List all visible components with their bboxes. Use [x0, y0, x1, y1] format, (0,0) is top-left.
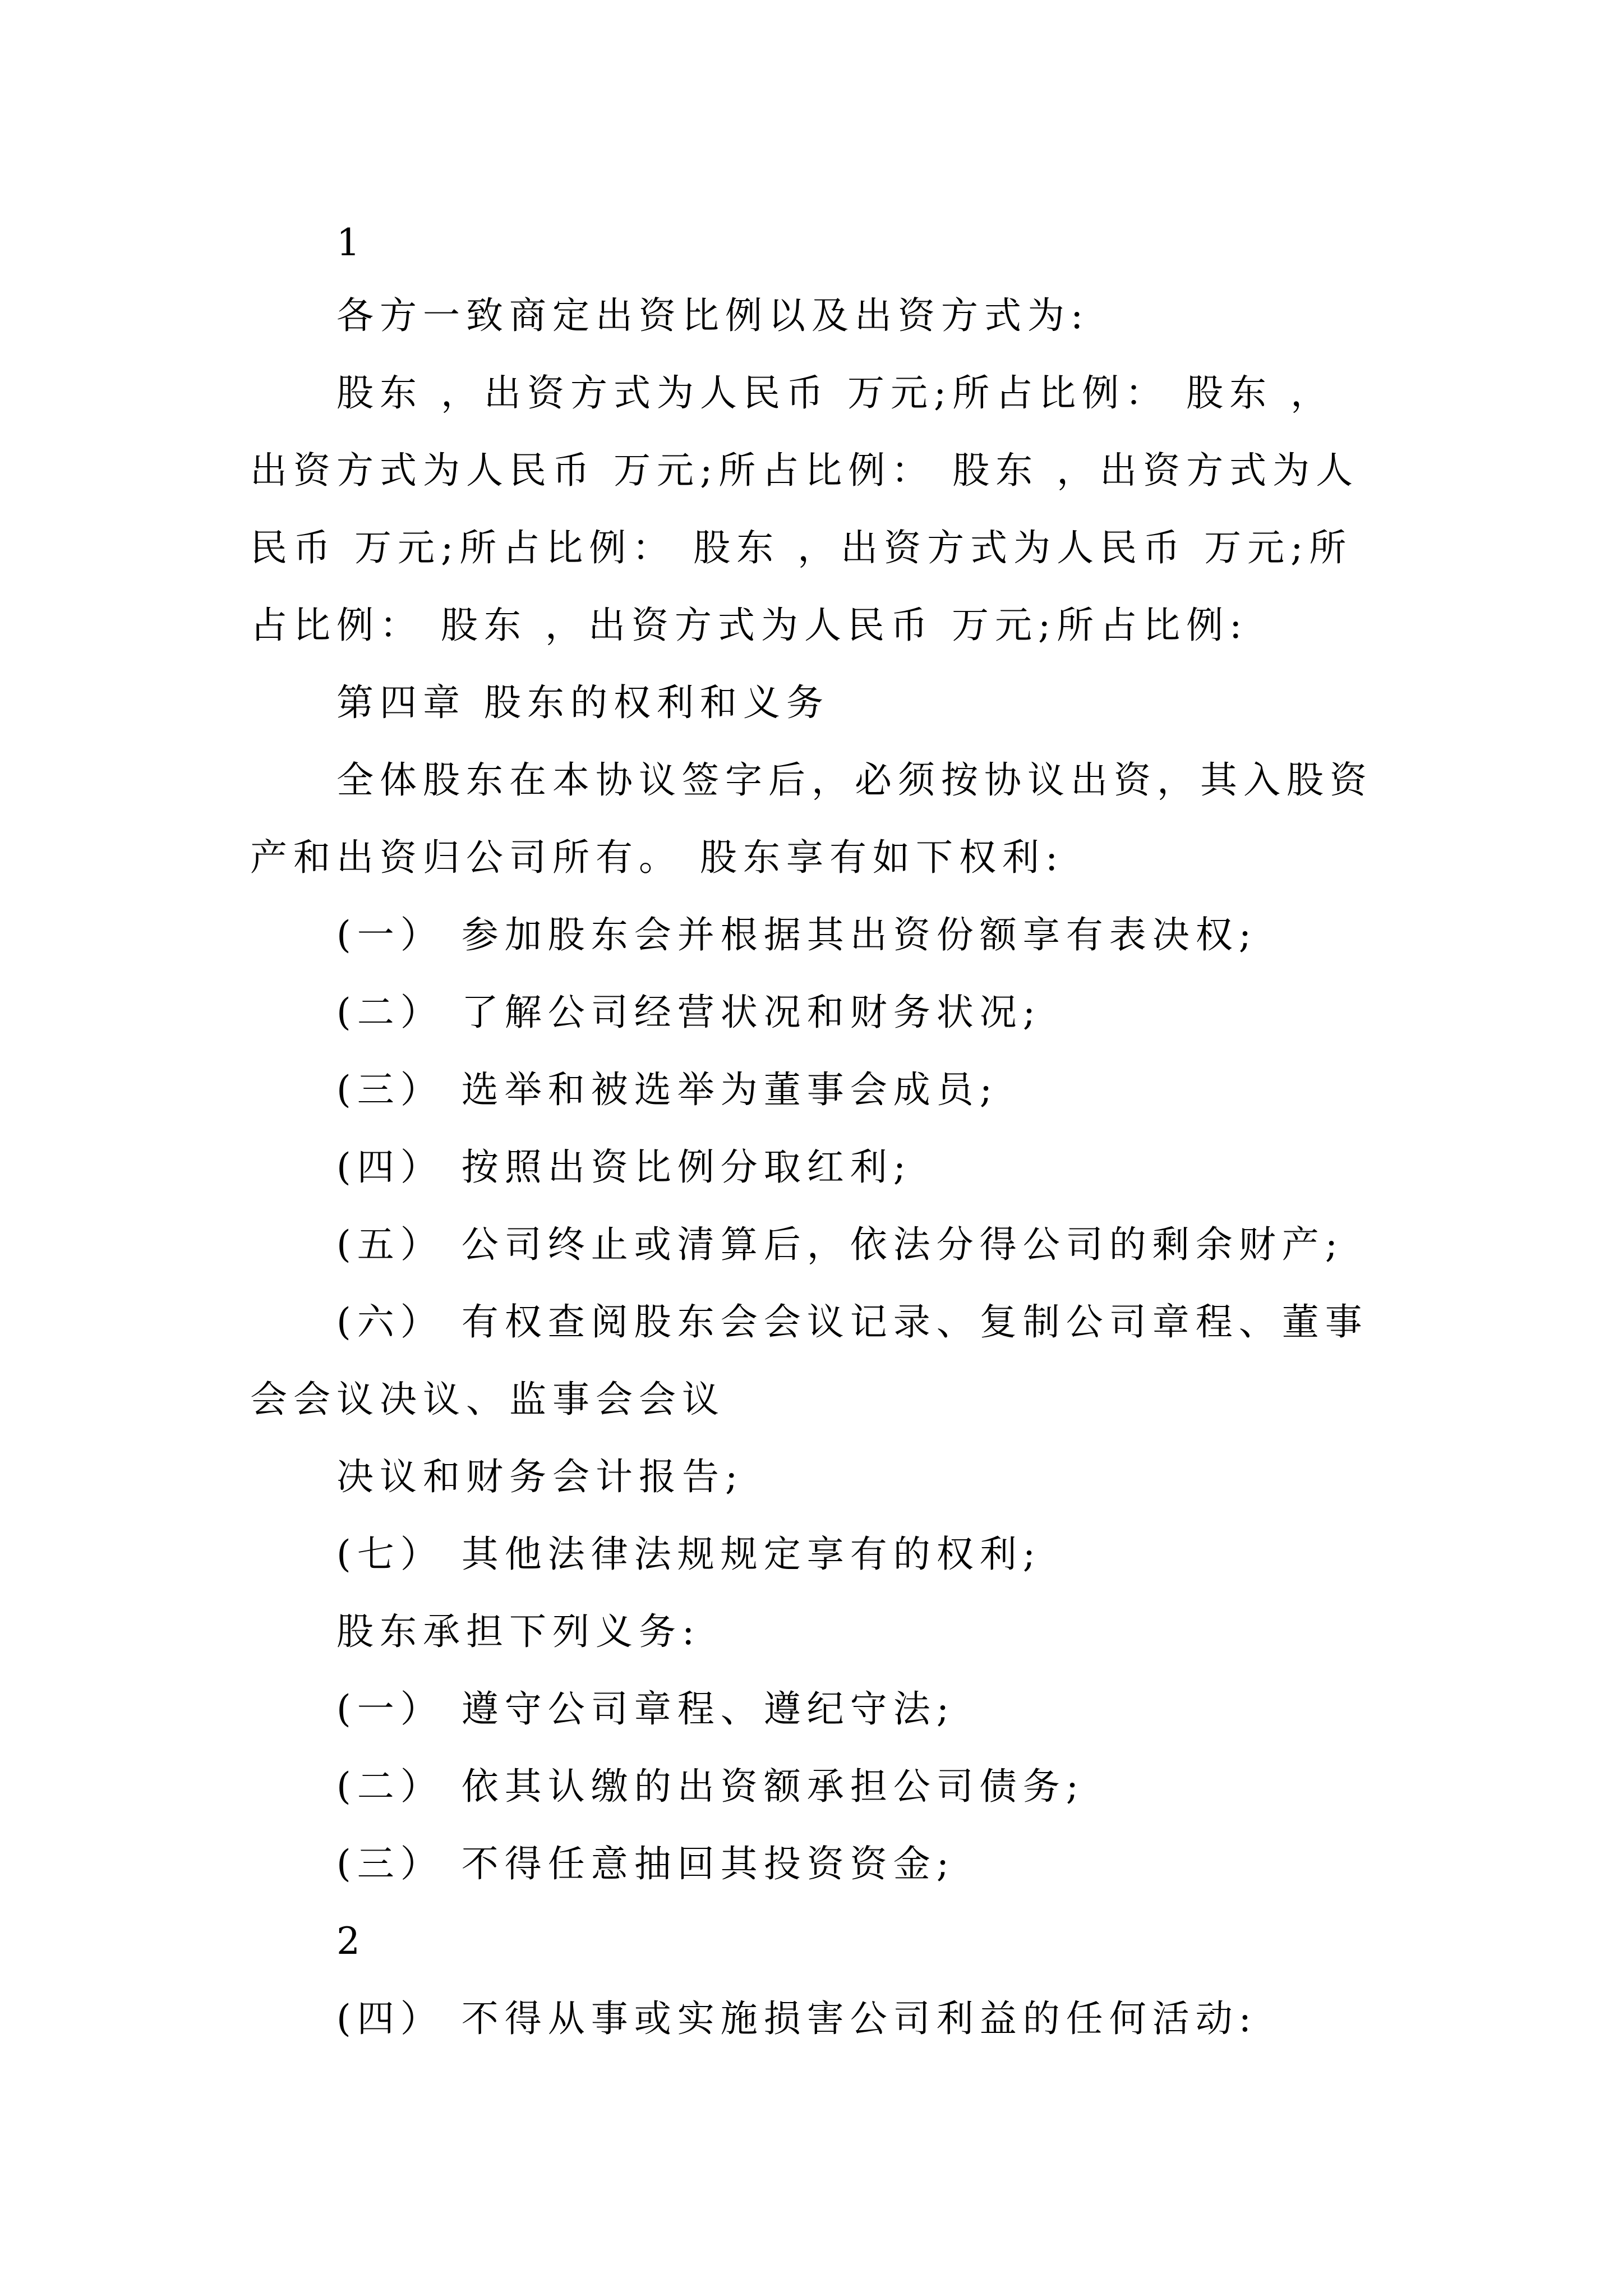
paragraph-line: 出资方式为人民币 万元;所占比例： 股东 ，出资方式为人	[250, 449, 1359, 492]
list-item: (四） 不得从事或实施损害公司利益的任何活动:	[336, 1997, 1257, 2040]
list-item: (三） 选举和被选举为董事会成员;	[336, 1068, 998, 1111]
page-number: 1	[336, 221, 366, 264]
paragraph-line: 全体股东在本协议签字后，必须按协议出资，其入股资	[336, 758, 1373, 802]
list-item: (一） 参加股东会并根据其出资份额享有表决权;	[336, 913, 1257, 956]
paragraph-line: 民币 万元;所占比例： 股东 ，出资方式为人民币 万元;所	[250, 526, 1353, 569]
list-item: (七） 其他法律法规规定享有的权利;	[336, 1533, 1041, 1576]
paragraph-line: 股东承担下列义务:	[336, 1610, 701, 1653]
list-item: (四） 按照出资比例分取红利;	[336, 1145, 912, 1189]
list-item: (二） 依其认缴的出资额承担公司债务;	[336, 1765, 1085, 1808]
list-item: (五） 公司终止或清算后，依法分得公司的剩余财产;	[336, 1223, 1344, 1266]
chapter-heading: 第四章 股东的权利和义务	[336, 681, 829, 724]
list-item: (一） 遵守公司章程、遵纪守法;	[336, 1687, 955, 1731]
paragraph-line: 各方一致商定出资比例以及出资方式为:	[336, 294, 1090, 337]
paragraph-line: 股东 ，出资方式为人民币 万元;所占比例： 股东 ，	[336, 371, 1334, 415]
paragraph-line: 产和出资归公司所有。 股东享有如下权利:	[250, 836, 1064, 879]
page-number: 2	[336, 1920, 366, 1963]
list-item: (三） 不得任意抽回其投资资金;	[336, 1842, 955, 1885]
list-item: (二） 了解公司经营状况和财务状况;	[336, 991, 1041, 1034]
paragraph-line: 会会议决议、监事会会议	[250, 1378, 725, 1421]
list-item: (六） 有权查阅股东会会议记录、复制公司章程、董事	[336, 1300, 1368, 1343]
paragraph-line: 占比例： 股东 ，出资方式为人民币 万元;所占比例:	[250, 604, 1248, 647]
paragraph-line: 决议和财务会计报告;	[336, 1455, 744, 1498]
